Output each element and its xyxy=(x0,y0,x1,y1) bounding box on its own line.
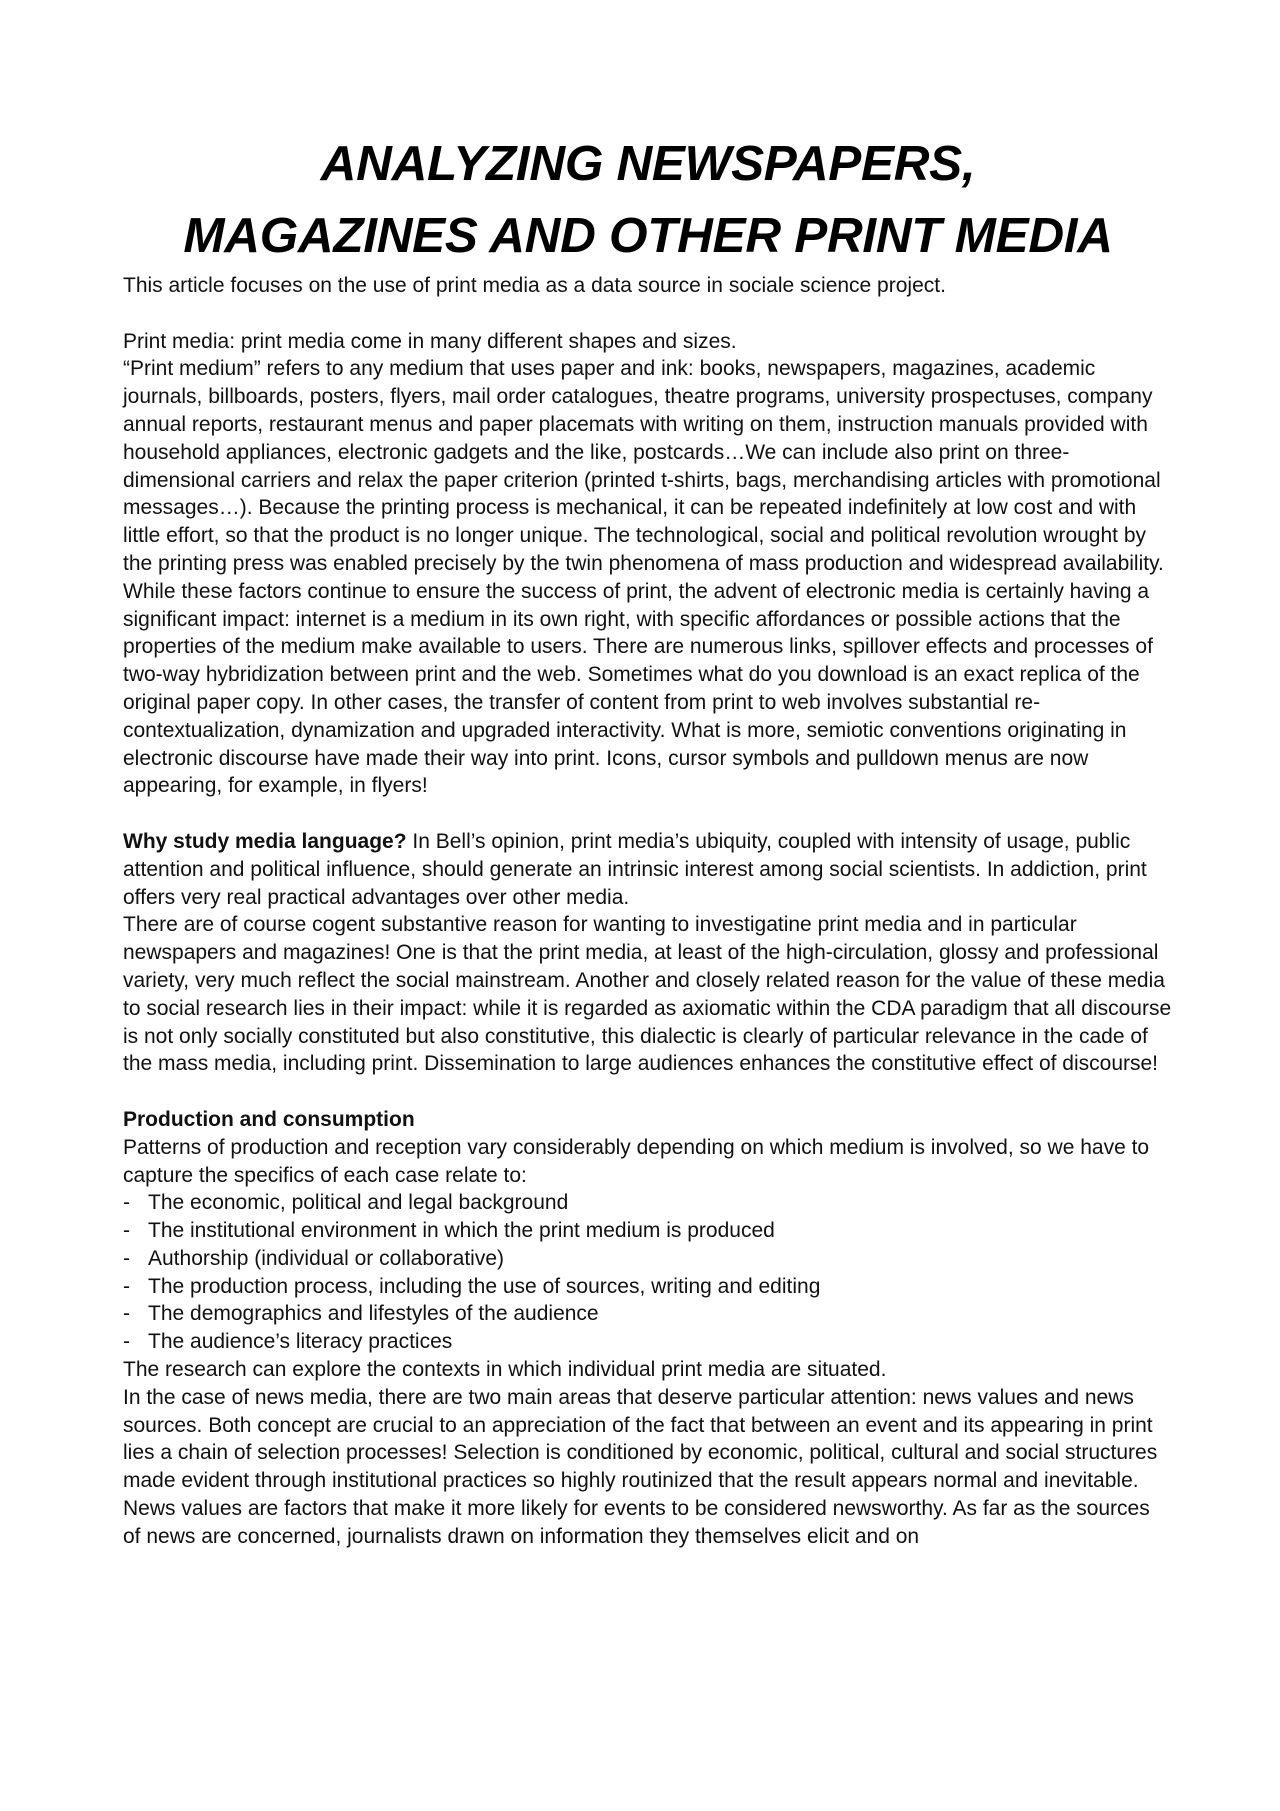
list-item-text: The production process, including the use of sources, writing and editing xyxy=(148,1274,821,1298)
specifics-list xyxy=(123,1189,1173,1356)
list-item-text: The economic, political and legal background xyxy=(148,1191,569,1215)
title-line-2: MAGAZINES AND OTHER PRINT MEDIA xyxy=(183,208,1113,263)
list-item-text: The demographics and lifestyles of the audience xyxy=(148,1302,599,1326)
paragraph-spacer xyxy=(123,1078,1173,1106)
print-medium-paragraph: “Print medium” refers to any medium that uses paper and ink: books, newspapers, magazines, academic journals, billboards, posters, flyers, mail order catalogues, theatre programs, university prospectuses, company annual reports, restaurant menus and paper placemats with writing on them, instruction manuals provided with household appliances, electronic gadgets and the like, postcards…We can include also print on three-dimensional carriers and relax the paper criterion (printed t-shirts, bags, merchandising articles with promotional messages…). Because the printing process is mechanical, it can be repeated indefinitely at low cost and with little effort, so that the product is no longer unique. The technological, social and political revolution wrought by the printing press was enabled precisely by the twin phenomena of mass production and widespread availability. While these factors continue to ensure the success of print, the advent of electronic media is certainly having a significant impact: internet is a medium in its own right, with specific affordances or possible actions that the properties of the medium make available to users. There are numerous links, spillover effects and processes of two-way hybridization between print and the web. Sometimes what do you download is an exact replica of the original paper copy. In other cases, the transfer of content from print to web involves substantial re-contextualization, dynamization and upgraded interactivity. What is more, semiotic conventions originating in electronic discourse have made their way into print. Icons, cursor symbols and pulldown menus are now appearing, for example, in flyers! xyxy=(123,357,1164,798)
list-item xyxy=(123,1245,1173,1273)
dash-bullet: - xyxy=(123,1191,130,1215)
paragraph-spacer xyxy=(123,800,1173,828)
dash-bullet: - xyxy=(123,1274,130,1298)
list-item xyxy=(123,1217,1173,1245)
list-item-text: The institutional environment in which the print medium is produced xyxy=(148,1219,775,1243)
reasons-paragraph: There are of course cogent substantive reason for wanting to investigatine print media and in particular newspapers and magazines! One is that the print media, at least of the high-circulation, glossy and professional variety, very much reflect the social mainstream. Another and closely related reason for the value of these media to social research lies in their impact: while it is regarded as axiomatic within the CDA paradigm that all discourse is not only socially constituted but also constitutive, this dialectic is clearly of particular relevance in the cade of the mass media, including print. Dissemination to large audiences enhances the constitutive effect of discourse! xyxy=(123,913,1172,1076)
article-body xyxy=(123,272,1173,1551)
dash-bullet: - xyxy=(123,1330,130,1354)
dash-bullet: - xyxy=(123,1302,130,1326)
document-page xyxy=(123,128,1173,1551)
list-item xyxy=(123,1273,1173,1301)
list-item xyxy=(123,1300,1173,1328)
production-heading: Production and consumption xyxy=(123,1107,415,1131)
why-study-paragraph xyxy=(123,828,1173,911)
news-values-paragraph: News values are factors that make it more likely for events to be considered newsworthy. As far as the sources of news are concerned, journalists drawn on information they themselves elicit and on xyxy=(123,1497,1150,1548)
print-media-definition: Print media: print media come in many different shapes and sizes. xyxy=(123,329,737,353)
list-item xyxy=(123,1189,1173,1217)
dash-bullet: - xyxy=(123,1246,130,1270)
list-item-text: Authorship (individual or collaborative) xyxy=(148,1246,505,1270)
production-intro-paragraph: Patterns of production and reception vary considerably depending on which medium is involved, so we have to capture the specifics of each case relate to: xyxy=(123,1135,1150,1187)
intro-paragraph: This article focuses on the use of print media as a data source in sociale science project. xyxy=(123,274,946,297)
list-item xyxy=(123,1328,1173,1356)
dash-bullet: - xyxy=(123,1219,130,1243)
list-item-text: The audience’s literacy practices xyxy=(148,1330,453,1354)
paragraph-spacer xyxy=(123,300,1173,328)
why-study-heading: Why study media language? xyxy=(123,829,407,853)
title-line-1: ANALYZING NEWSPAPERS, xyxy=(320,136,976,191)
news-media-paragraph: In the case of news media, there are two main areas that deserve particular attention: news values and news sources. Both concept are crucial to an appreciation of the fact that between an event and its appearing in print lies a chain of selection processes! Selection is conditioned by economic, political, cultural and social structures made evident through institutional practices so highly routinized that the result appears normal and inevitable. xyxy=(123,1385,1158,1493)
page-title xyxy=(123,128,1173,272)
why-study-text: In Bell’s opinion, print media’s ubiquity, coupled with intensity of usage, public attention and political influence, should generate an intrinsic interest among social scientists. In addiction, print offers very real practical advantages over other media. xyxy=(123,829,1147,909)
contexts-paragraph: The research can explore the contexts in which individual print media are situated. xyxy=(123,1358,887,1382)
